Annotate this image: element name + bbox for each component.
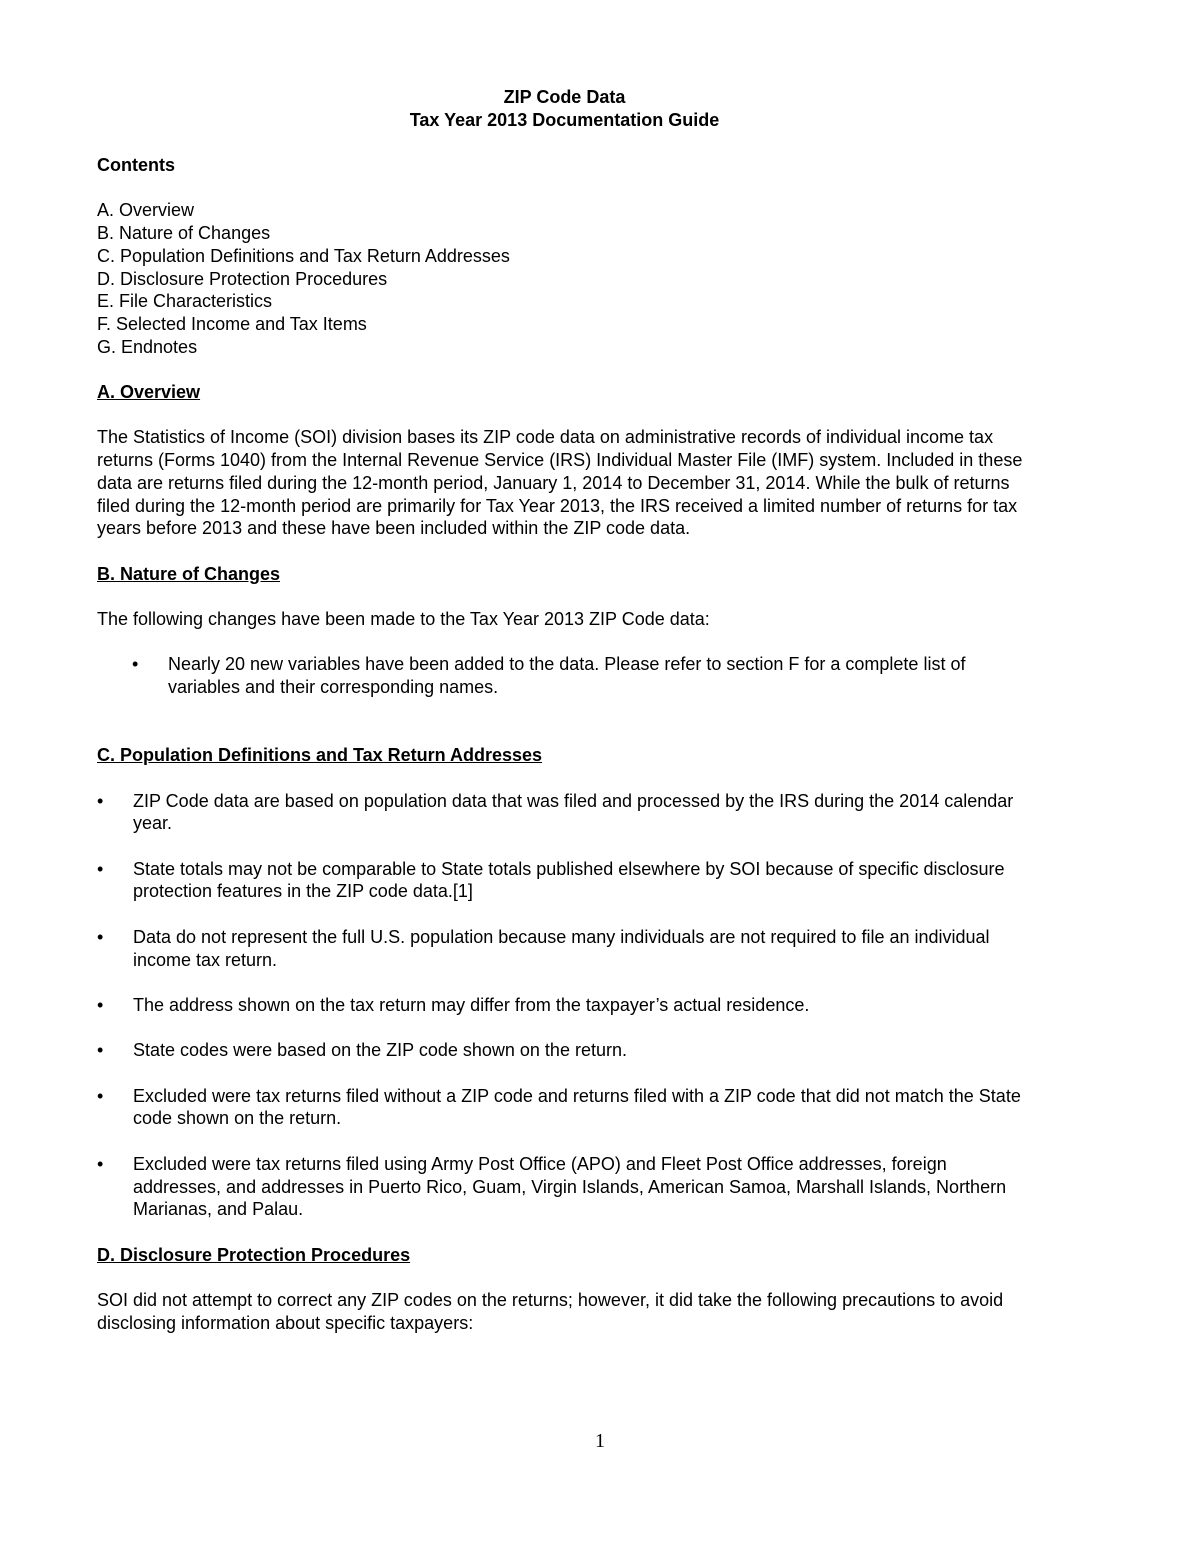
toc-item: B. Nature of Changes [97, 223, 271, 244]
toc-item: C. Population Definitions and Tax Return Addresses [97, 245, 510, 266]
list-item-text: The address shown on the tax return may differ from the taxpayer’s actual residence. [133, 994, 810, 1015]
list-item-text: Excluded were tax returns filed using Army Post Office (APO) and Fleet Post Office addresses, foreign addresses, and addresses in Puerto Rico, Guam, Virgin Islands, American Samoa, Marshall Islands, Northern Marianas, and Palau. [133, 1153, 1007, 1220]
list-item [97, 790, 1032, 835]
section-a-body: The Statistics of Income (SOI) division bases its ZIP code data on administrative records of individual income tax returns (Forms 1040) from the Internal Revenue Service (IRS) Individual Master File (IMF) system. Included in these data are returns filed during the 12-month period, January 1, 2014 to December 31, 2014. While the bulk of returns filed during the 12-month period are primarily for Tax Year 2013, the IRS received a limited number of returns for tax years before 2013 and these have been included within the ZIP code data. [97, 427, 1023, 539]
bullet-icon: • [97, 926, 104, 947]
bullet-icon: • [97, 1040, 104, 1061]
section-c-list [97, 790, 1032, 1221]
list-item [97, 994, 1032, 1017]
toc-item: D. Disclosure Protection Procedures [97, 268, 388, 289]
list-item-text: Data do not represent the full U.S. population because many individuals are not required to file an individual income tax return. [133, 926, 990, 970]
section-b-intro: The following changes have been made to the Tax Year 2013 ZIP Code data: [97, 609, 710, 630]
list-item [97, 1153, 1032, 1221]
bullet-icon: • [97, 858, 104, 879]
list-item [97, 858, 1032, 903]
section-b-heading: B. Nature of Changes [97, 563, 281, 584]
toc-item: F. Selected Income and Tax Items [97, 314, 367, 334]
list-item-text: Excluded were tax returns filed without a ZIP code and returns filed with a ZIP code that did not match the State code shown on the return. [133, 1085, 1021, 1129]
doc-title-line1: ZIP Code Data [503, 87, 626, 107]
list-item-text: Nearly 20 new variables have been added to the data. Please refer to section F for a complete list of variables and their corresponding names. [168, 654, 966, 698]
page-number: 1 [595, 1430, 605, 1452]
list-item [132, 653, 1032, 698]
toc-item: A. Overview [97, 200, 195, 221]
bullet-icon: • [97, 1085, 104, 1106]
section-d-body: SOI did not attempt to correct any ZIP codes on the returns; however, it did take the following precautions to avoid disclosing information about specific taxpayers: [97, 1289, 1004, 1333]
bullet-icon: • [132, 654, 139, 675]
document-page [97, 86, 1032, 1334]
section-b-list [97, 653, 1032, 698]
bullet-icon: • [97, 994, 104, 1015]
bullet-icon: • [97, 1153, 104, 1174]
list-item-text: State codes were based on the ZIP code shown on the return. [133, 1040, 627, 1061]
section-a-heading: A. Overview [97, 382, 201, 403]
list-item [97, 1039, 1032, 1062]
list-item [97, 926, 1032, 971]
table-of-contents [97, 199, 1032, 358]
list-item-text: State totals may not be comparable to State totals published elsewhere by SOI because of specific disclosure protection features in the ZIP code data.[1] [133, 858, 1005, 902]
doc-title-line2: Tax Year 2013 Documentation Guide [409, 109, 720, 130]
section-d-heading: D. Disclosure Protection Procedures [97, 1244, 411, 1265]
contents-heading: Contents [97, 155, 175, 176]
section-c-heading: C. Population Definitions and Tax Return Addresses [97, 745, 543, 766]
toc-item: G. Endnotes [97, 336, 198, 357]
list-item-text: ZIP Code data are based on population data that was filed and processed by the IRS during the 2014 calendar year. [133, 790, 1014, 834]
bullet-icon: • [97, 790, 104, 811]
toc-item: E. File Characteristics [97, 291, 273, 312]
list-item [97, 1085, 1032, 1130]
